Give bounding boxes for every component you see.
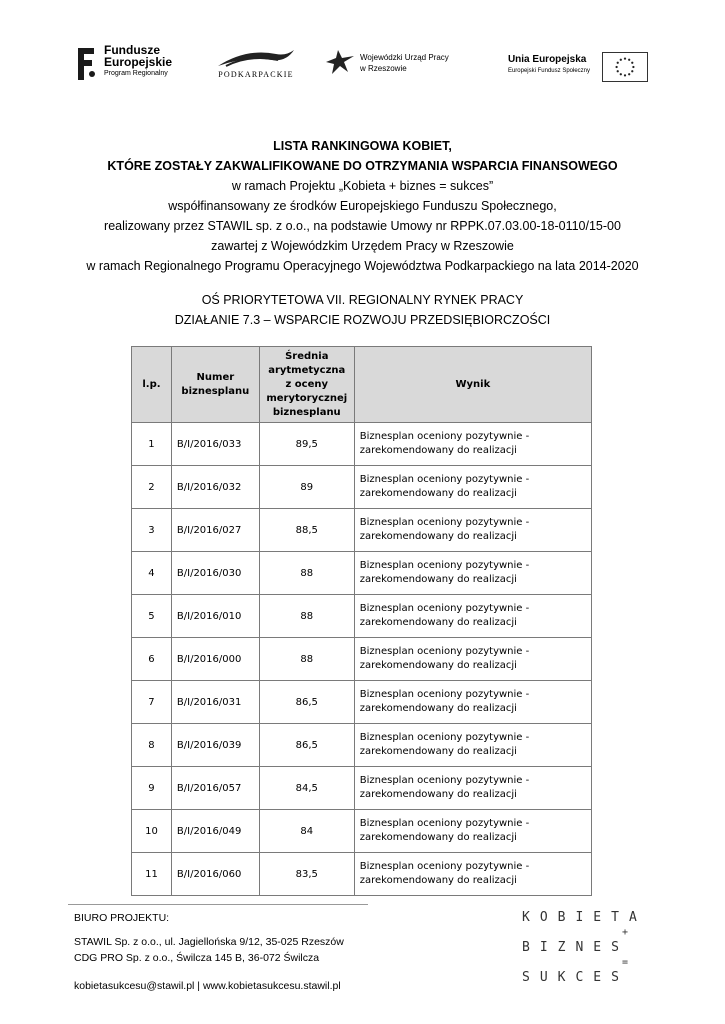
cell-average: 89,5 (259, 423, 354, 466)
wup-dove-icon (324, 48, 356, 76)
cell-lp: 6 (132, 638, 172, 681)
result-line1: Biznesplan oceniony pozytywnie - (359, 732, 530, 743)
priority-axis: OŚ PRIORYTETOWA VII. REGIONALNY RYNEK PRACY (201, 293, 524, 307)
podkarpackie-logo (210, 40, 302, 92)
header-avg-line3: z oceny (285, 378, 329, 390)
cell-number: B/I/2016/030 (171, 552, 259, 595)
cell-number: B/I/2016/031 (171, 681, 259, 724)
header-avg-line1: Średnia (285, 350, 329, 362)
heading-line7: w ramach Regionalnego Programu Operacyjnego Województwa Podkarpackiego na lata 2014-2020 (86, 259, 639, 273)
footer-contact: kobietasukcesu@stawil.pl | www.kobietasukcesu.stawil.pl (74, 980, 341, 992)
title-line2: KTÓRE ZOSTAŁY ZAKWALIFIKOWANE DO OTRZYMANIA WSPARCIA FINANSOWEGO (107, 159, 618, 173)
cell-result (354, 423, 591, 466)
footer-divider (68, 904, 368, 905)
footer-address-cdg: CDG PRO Sp. z o.o., Świlcza 145 B, 36-072 Świlcza (74, 952, 320, 964)
table-row (132, 810, 592, 853)
header-avg-line5: biznesplanu (272, 406, 341, 418)
result-line2: zarekomendowany do realizacji (359, 660, 517, 671)
wup-line1: Wojewódzki Urząd Pracy (360, 53, 449, 62)
cell-result (354, 724, 591, 767)
cell-average: 88,5 (259, 509, 354, 552)
cell-lp: 3 (132, 509, 172, 552)
fundusze-europejskie-logo (72, 40, 192, 92)
eu-line2: Europejski Fundusz Społeczny (507, 68, 590, 74)
result-line1: Biznesplan oceniony pozytywnie - (359, 431, 530, 442)
table-row (132, 552, 592, 595)
cell-average: 84 (259, 810, 354, 853)
result-line2: zarekomendowany do realizacji (359, 445, 517, 456)
cell-number: B/I/2016/032 (171, 466, 259, 509)
eu-flag-icon (602, 52, 648, 82)
cell-number: B/I/2016/010 (171, 595, 259, 638)
cell-lp: 2 (132, 466, 172, 509)
table-header-row (132, 347, 592, 423)
cell-result (354, 810, 591, 853)
cell-average: 88 (259, 638, 354, 681)
result-line1: Biznesplan oceniony pozytywnie - (359, 646, 530, 657)
cell-result (354, 681, 591, 724)
table-row (132, 423, 592, 466)
header-result: Wynik (354, 347, 591, 423)
header-num-line2: biznesplanu (181, 385, 250, 397)
cell-result (354, 853, 591, 896)
header-avg-line4: merytorycznej (266, 392, 348, 404)
table-row (132, 466, 592, 509)
footer (74, 910, 344, 994)
result-line2: zarekomendowany do realizacji (359, 789, 517, 800)
brand-biznes: BIZNES (522, 940, 629, 955)
brand-kobieta: KOBIETA (522, 910, 647, 925)
footer-label: BIURO PROJEKTU: (74, 912, 170, 924)
result-line1: Biznesplan oceniony pozytywnie - (359, 689, 530, 700)
table-row (132, 595, 592, 638)
footer-address-stawil: STAWIL Sp. z o.o., ul. Jagiellońska 9/12, 35-025 Rzeszów (74, 936, 344, 948)
brand-sukces: SUKCES (522, 970, 629, 985)
cell-lp: 5 (132, 595, 172, 638)
cell-average: 83,5 (259, 853, 354, 896)
table-row (132, 853, 592, 896)
eu-logo (507, 40, 652, 92)
result-line2: zarekomendowany do realizacji (359, 617, 517, 628)
action-name: DZIAŁANIE 7.3 – WSPARCIE ROZWOJU PRZEDSIĘBIORCZOŚCI (174, 313, 551, 327)
cell-number: B/I/2016/000 (171, 638, 259, 681)
result-line1: Biznesplan oceniony pozytywnie - (359, 775, 530, 786)
header-num-line1: Numer (196, 371, 235, 383)
result-line2: zarekomendowany do realizacji (359, 746, 517, 757)
cell-result (354, 466, 591, 509)
podkarpackie-mountain-icon (216, 46, 296, 68)
cell-result (354, 509, 591, 552)
header-average-score (259, 347, 354, 423)
logo-bar (72, 40, 652, 92)
header-lp: l.p. (132, 347, 172, 423)
heading-line3: w ramach Projektu „Kobieta + biznes = sukces” (231, 179, 494, 193)
cell-lp: 8 (132, 724, 172, 767)
cell-result (354, 552, 591, 595)
header-avg-line2: arytmetyczna (268, 364, 346, 376)
cell-result (354, 767, 591, 810)
cell-average: 86,5 (259, 681, 354, 724)
priority-axis-heading (40, 290, 685, 330)
fe-star-icon (76, 44, 98, 84)
table-row (132, 724, 592, 767)
cell-number: B/I/2016/057 (171, 767, 259, 810)
cell-result (354, 638, 591, 681)
brand-plus: + (622, 927, 629, 938)
result-line1: Biznesplan oceniony pozytywnie - (359, 474, 530, 485)
result-line1: Biznesplan oceniony pozytywnie - (359, 517, 530, 528)
table-row (132, 681, 592, 724)
cell-average: 88 (259, 552, 354, 595)
heading-line4: współfinansowany ze środków Europejskiego Funduszu Społecznego, (168, 199, 557, 213)
cell-average: 89 (259, 466, 354, 509)
result-line2: zarekomendowany do realizacji (359, 832, 517, 843)
project-brand-logo (522, 910, 646, 986)
result-line2: zarekomendowany do realizacji (359, 875, 517, 886)
cell-lp: 10 (132, 810, 172, 853)
cell-number: B/I/2016/049 (171, 810, 259, 853)
cell-lp: 11 (132, 853, 172, 896)
fe-line1: Fundusze (104, 43, 160, 57)
brand-equals: = (622, 957, 629, 968)
cell-number: B/I/2016/060 (171, 853, 259, 896)
result-line2: zarekomendowany do realizacji (359, 574, 517, 585)
cell-lp: 1 (132, 423, 172, 466)
cell-average: 84,5 (259, 767, 354, 810)
document-heading (40, 136, 685, 276)
table-row (132, 767, 592, 810)
cell-number: B/I/2016/033 (171, 423, 259, 466)
result-line2: zarekomendowany do realizacji (359, 703, 517, 714)
table-row (132, 509, 592, 552)
cell-lp: 4 (132, 552, 172, 595)
heading-line6: zawartej z Wojewódzkim Urzędem Pracy w Rzeszowie (211, 239, 514, 253)
result-line1: Biznesplan oceniony pozytywnie - (359, 560, 530, 571)
ranking-table (131, 346, 592, 896)
table-row (132, 638, 592, 681)
header-business-plan-number (171, 347, 259, 423)
fe-line2: Europejskie (104, 55, 173, 69)
cell-average: 86,5 (259, 724, 354, 767)
eu-line1: Unia Europejska (507, 54, 587, 65)
cell-average: 88 (259, 595, 354, 638)
result-line1: Biznesplan oceniony pozytywnie - (359, 861, 530, 872)
cell-lp: 7 (132, 681, 172, 724)
result-line1: Biznesplan oceniony pozytywnie - (359, 818, 530, 829)
wup-line2: w Rzeszowie (360, 64, 407, 73)
fe-line3: Program Regionalny (104, 70, 168, 77)
podkarpackie-text: PODKARPACKIE (218, 70, 294, 79)
title-line1: LISTA RANKINGOWA KOBIET, (273, 139, 452, 153)
result-line1: Biznesplan oceniony pozytywnie - (359, 603, 530, 614)
result-line2: zarekomendowany do realizacji (359, 531, 517, 542)
wup-logo (324, 40, 474, 92)
cell-result (354, 595, 591, 638)
heading-line5: realizowany przez STAWIL sp. z o.o., na podstawie Umowy nr RPPK.07.03.00-18-0110/15-00 (104, 219, 621, 233)
cell-lp: 9 (132, 767, 172, 810)
cell-number: B/I/2016/039 (171, 724, 259, 767)
cell-number: B/I/2016/027 (171, 509, 259, 552)
result-line2: zarekomendowany do realizacji (359, 488, 517, 499)
